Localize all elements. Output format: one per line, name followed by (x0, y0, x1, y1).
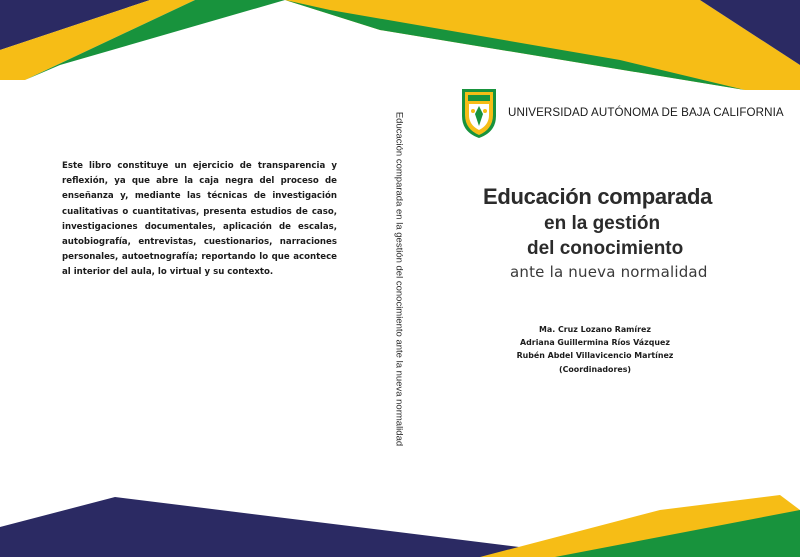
university-crest-icon (459, 86, 499, 140)
back-cover-blurb: Este libro constituye un ejercicio de transparencia y reflexión, ya que abre la caja negra del proceso de enseñanza y, mediante las técnicas de investigación cualitativas o cuantitativas, presenta estudios de caso, investigaciones documentales, aplicación de escalas, autobiografía, entrevistas, cuestionarios, narraciones personales, autoetnografía; reportando lo que acontece al interior del aula, lo virtual y su contexto. (62, 161, 337, 278)
title-line-3: del conocimiento (527, 238, 684, 259)
title-line-2: en la gestión (544, 213, 661, 234)
author-list (505, 323, 685, 376)
author-name: Ma. Cruz Lozano Ramírez (539, 325, 651, 334)
author-name: Adriana Guillermina Ríos Vázquez (520, 338, 670, 348)
university-name: UNIVERSIDAD AUTÓNOMA DE BAJA CALIFORNIA (508, 106, 784, 119)
title-line-1: Educación comparada (483, 184, 713, 209)
spine-title: Educación comparada en la gestión del conocimiento ante la nueva normalidad (393, 111, 405, 447)
author-name: Rubén Abdel Villavicencio Martínez (516, 351, 674, 361)
subtitle: ante la nueva normalidad (510, 263, 708, 281)
bottom-left-navy-shape (0, 497, 600, 557)
coordinators-label: (Coordinadores) (558, 364, 632, 374)
